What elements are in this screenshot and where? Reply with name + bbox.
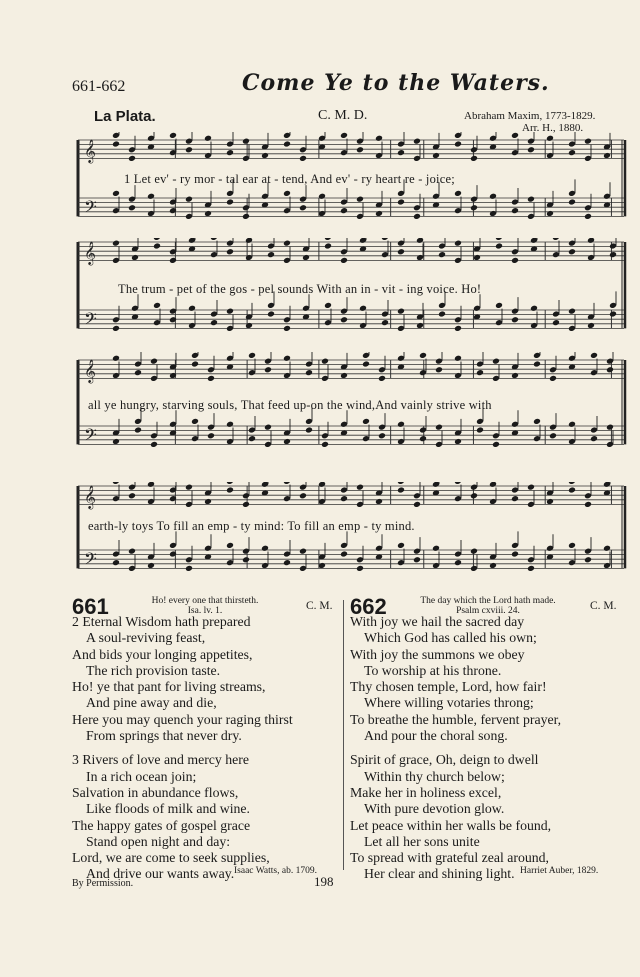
staff-graphic xyxy=(76,482,628,590)
composer-credit: Abraham Maxim, 1773-1829. xyxy=(464,110,596,122)
verse-line: To spread with grateful zeal around, xyxy=(350,850,550,866)
hymn-662-attribution: Harriet Auber, 1829. xyxy=(520,866,599,876)
verse-line: Which God has called his own; xyxy=(364,630,537,646)
verse-line: 2 Eternal Wisdom hath prepared xyxy=(72,614,251,629)
verse-line: Spirit of grace, Oh, deign to dwell xyxy=(350,752,539,768)
verse-line: And bids your longing appetites, xyxy=(72,646,253,662)
bass-clef-icon: 𝄢 xyxy=(84,308,97,333)
treble-clef-icon: 𝄞 xyxy=(84,484,96,509)
music-system-4 xyxy=(76,482,628,590)
hymn-662-scripture: Psalm cxviii. 24. xyxy=(456,606,520,616)
verse-line: To worship at his throne. xyxy=(364,662,502,678)
verse-line: From springs that never dry. xyxy=(86,728,242,744)
verse-line: The rich provision taste. xyxy=(86,662,221,678)
verse-line: To breathe the humble, fervent prayer, xyxy=(350,711,562,727)
hymn-661-meter: C. M. xyxy=(306,600,333,612)
music-system-2 xyxy=(76,238,628,343)
verse-line: With pure devotion glow. xyxy=(364,801,505,817)
verse-line: Make her in holiness excel, xyxy=(350,784,502,800)
note-head xyxy=(397,482,405,485)
lyric-line-2: The trum - pet of the gos - pel sounds With an in - vit - ing voice. Ho! xyxy=(118,282,482,296)
note-head xyxy=(568,482,576,485)
music-system-3 xyxy=(76,352,628,470)
note-head xyxy=(324,238,332,241)
verse-line: Let all her sons unite xyxy=(364,833,480,849)
hymn-number-661: 661 xyxy=(72,594,109,619)
hymn-number-662: 662 xyxy=(350,594,387,619)
verse-line: Stand open night and day: xyxy=(86,833,231,849)
verse-line: With joy the summons we obey xyxy=(350,646,525,662)
arranger-credit: Arr. H., 1880. xyxy=(522,122,584,134)
verse-line: Where willing votaries throng; xyxy=(364,695,534,711)
bass-clef-icon: 𝄢 xyxy=(84,424,97,449)
page-range: 661-662 xyxy=(72,78,126,95)
note-head xyxy=(153,238,161,241)
lyric-line-3: all ye hungry, starving souls, That feed up-on the wind,And vainly strive with xyxy=(88,398,492,412)
note-head xyxy=(226,482,234,485)
verse-line: With joy we hail the sacred day xyxy=(350,614,525,629)
verse-line: Ho! ye that pant for living streams, xyxy=(72,679,266,695)
hymn-661-scripture: Isa. lv. 1. xyxy=(187,606,223,616)
treble-clef-icon: 𝄞 xyxy=(84,240,96,265)
verse-line: In a rich ocean join; xyxy=(86,768,197,784)
verse-line: And pour the choral song. xyxy=(364,728,508,744)
bass-clef-icon: 𝄢 xyxy=(84,196,97,221)
lyric-line-4: earth-ly toys To fill an emp - ty mind: To fill an emp - ty mind. xyxy=(88,519,415,533)
verse-line: And drive our wants away. xyxy=(86,866,235,882)
tune-meter: C. M. D. xyxy=(318,108,368,123)
hymn-662-text xyxy=(350,614,561,883)
tune-name: La Plata. xyxy=(94,108,156,125)
hymn-662-meter: C. M. xyxy=(590,600,617,612)
hymn-661-text xyxy=(72,614,293,883)
verse-line: Thy chosen temple, Lord, how fair! xyxy=(350,679,547,695)
verse-line: Her clear and shining light. xyxy=(364,866,515,882)
column-divider xyxy=(343,600,344,870)
bass-clef-icon: 𝄢 xyxy=(84,548,97,573)
page-number: 198 xyxy=(314,874,334,889)
verse-line: Let peace within her walls be found, xyxy=(350,817,552,833)
verse-line: A soul-reviving feast, xyxy=(86,630,206,646)
verse-line: The happy gates of gospel grace xyxy=(72,817,251,833)
verse-line: And pine away and die, xyxy=(86,695,217,711)
hymn-661-subtitle: Ho! every one that thirsteth. xyxy=(151,596,259,606)
verse-line: Here you may quench your raging thirst xyxy=(72,711,293,727)
treble-clef-icon: 𝄞 xyxy=(84,138,96,163)
hymn-662-subtitle: The day which the Lord hath made. xyxy=(420,596,556,606)
verse-line: Like floods of milk and wine. xyxy=(86,801,250,817)
music-system-1 xyxy=(76,132,628,227)
verse-line: Lord, we are come to seek supplies, xyxy=(72,850,270,866)
permission-note: By Permission. xyxy=(72,878,134,889)
hymn-661-attribution: Isaac Watts, ab. 1709. xyxy=(234,866,317,876)
treble-clef-icon: 𝄞 xyxy=(84,358,96,383)
note-head xyxy=(495,238,503,241)
verse-line: Within thy church below; xyxy=(364,768,505,784)
verse-line: 3 Rivers of love and mercy here xyxy=(72,752,249,768)
verse-line: Salvation in abundance flows, xyxy=(72,784,239,800)
lyric-line-1: 1 Let ev' - ry mor - tal ear at - tend, And ev' - ry heart re - joice; xyxy=(124,172,455,186)
hymn-title: Come Ye to the Waters. xyxy=(242,70,550,96)
